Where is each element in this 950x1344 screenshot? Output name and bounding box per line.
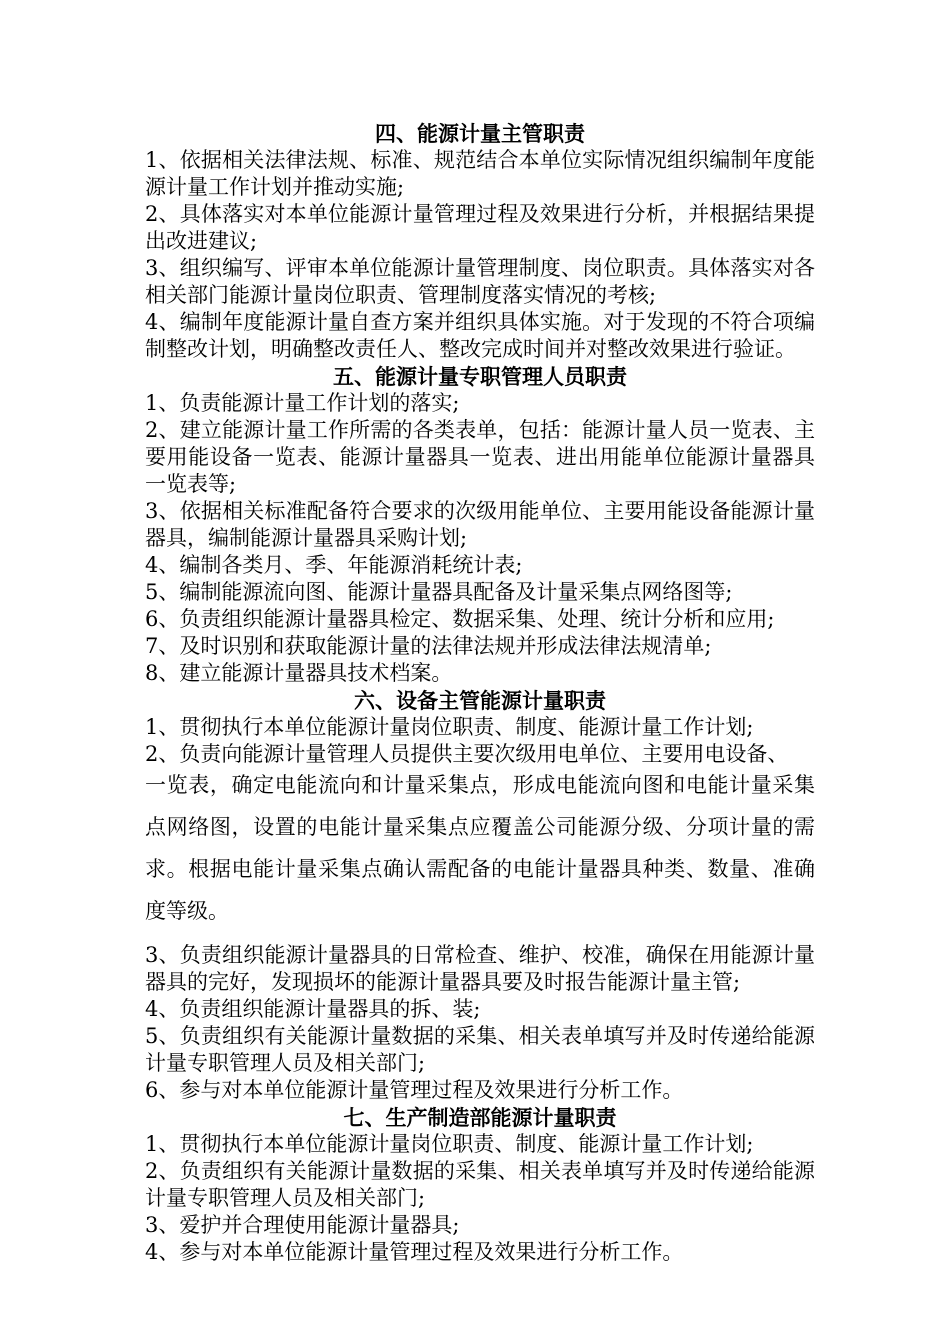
duty-item: 4、编制各类月、季、年能源消耗统计表;	[145, 553, 523, 577]
duty-item: 4、负责组织能源计量器具的拆、装;	[145, 997, 481, 1021]
duty-item: 6、负责组织能源计量器具检定、数据采集、处理、统计分析和应用;	[145, 607, 775, 631]
duty-item: 2、负责向能源计量管理人员提供主要次级用电单位、主要用电设备、	[145, 742, 789, 766]
duty-item: 5、编制能源流向图、能源计量器具配备及计量采集点网络图等;	[145, 580, 733, 604]
duty-item: 3、依据相关标准配备符合要求的次级用能单位、主要用能设备能源计量器具，编制能源计量器具采购计划;	[145, 499, 815, 550]
duty-item: 1、贯彻执行本单位能源计量岗位职责、制度、能源计量工作计划;	[145, 1132, 754, 1156]
duty-item: 3、负责组织能源计量器具的日常检查、维护、校准，确保在用能源计量器具的完好，发现损坏的能源计量器具要及时报告能源计量主管;	[145, 943, 815, 994]
section-heading-4: 四、能源计量主管职责	[375, 121, 585, 146]
duty-item: 2、具体落实对本单位能源计量管理过程及效果进行分析，并根据结果提出改进建议;	[145, 202, 815, 253]
section-heading-6: 六、设备主管能源计量职责	[354, 688, 606, 713]
duty-item: 5、负责组织有关能源计量数据的采集、相关表单填写并及时传递给能源计量专职管理人员及相关部门;	[145, 1024, 815, 1075]
duty-item: 3、爱护并合理使用能源计量器具;	[145, 1213, 460, 1237]
duty-item: 1、负责能源计量工作计划的落实;	[145, 391, 460, 415]
duty-item: 1、贯彻执行本单位能源计量岗位职责、制度、能源计量工作计划;	[145, 715, 754, 739]
duty-item: 8、建立能源计量器具技术档案。	[145, 661, 453, 685]
document-body	[145, 120, 815, 1266]
duty-item: 1、依据相关法律法规、标准、规范结合本单位实际情况组织编制年度能源计量工作计划并推动实施;	[145, 148, 815, 199]
duty-item: 4、参与对本单位能源计量管理过程及效果进行分析工作。	[145, 1240, 684, 1264]
section-heading-7: 七、生产制造部能源计量职责	[343, 1105, 617, 1130]
duty-item: 2、建立能源计量工作所需的各类表单，包括：能源计量人员一览表、主要用能设备一览表、能源计量器具一览表、进出用能单位能源计量器具一览表等;	[145, 418, 815, 496]
duty-item: 7、及时识别和获取能源计量的法律法规并形成法律法规清单;	[145, 634, 712, 658]
duty-item: 2、负责组织有关能源计量数据的采集、相关表单填写并及时传递给能源计量专职管理人员及相关部门;	[145, 1159, 815, 1210]
section-heading-5: 五、能源计量专职管理人员职责	[333, 364, 627, 389]
duty-item: 3、组织编写、评审本单位能源计量管理制度、岗位职责。具体落实对各相关部门能源计量岗位职责、管理制度落实情况的考核;	[145, 256, 815, 307]
duty-item: 6、参与对本单位能源计量管理过程及效果进行分析工作。	[145, 1078, 684, 1102]
duty-item: 4、编制年度能源计量自查方案并组织具体实施。对于发现的不符合项编制整改计划，明确整改责任人、整改完成时间并对整改效果进行验证。	[145, 310, 815, 361]
duty-item-wide-spacing: 一览表，确定电能流向和计量采集点，形成电能流向图和电能计量采集点网络图，设置的电能计量采集点应覆盖公司能源分级、分项计量的需求。根据电能计量采集点确认需配备的电能计量器具种类、数量、准确度等级。	[145, 773, 815, 923]
